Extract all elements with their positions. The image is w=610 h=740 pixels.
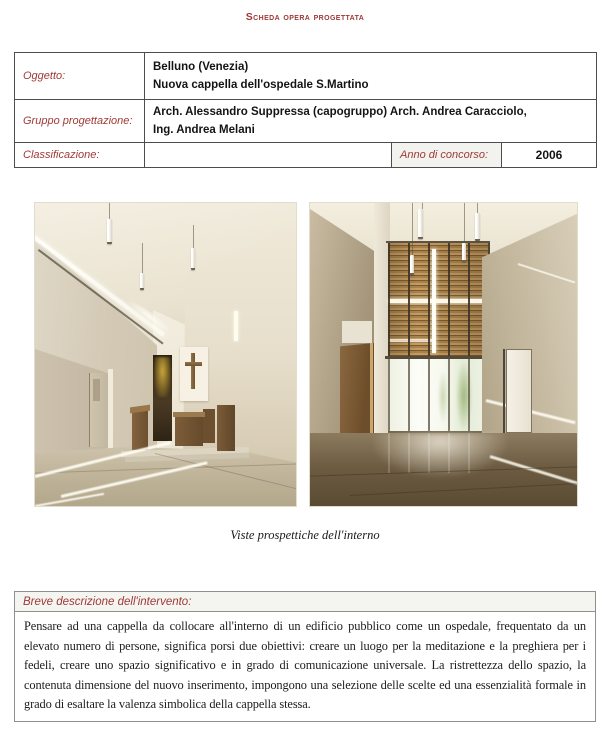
pendant-light	[475, 213, 480, 241]
classificazione-label: Classificazione:	[15, 143, 145, 168]
wooden-lectern	[132, 410, 148, 450]
anno-di-concorso-label: Anno di concorso:	[392, 143, 502, 168]
lamp-cable	[464, 203, 465, 243]
lamp-cable	[109, 203, 110, 219]
gruppo-line2: Ing. Andrea Melani	[153, 124, 255, 136]
description-body: Pensare ad una cappella da collocare all'interno di un edificio pubblico come un ospedale, frequentato da un elevato numero di persone, significa porsi due obiettivi: creare un luogo per la meditazione e la preghiera per i fedeli, creare uno spazio significativo e in grado di comunicazione universale. La ristrettezza dello spazio, la contenuta dimensione del nuovo inserimento, impongono una selezione delle scelte ed una essenzialità formale in grado di esaltare la valenza simbolica della cappella stessa.	[24, 619, 586, 711]
interior-render-window-view	[309, 202, 578, 507]
page-title: Scheda opera progettata	[245, 11, 365, 23]
oggetto-line2: Nuova cappella dell'ospedale S.Martino	[153, 79, 369, 91]
wooden-ambo	[217, 405, 235, 451]
wooden-altar	[175, 416, 203, 446]
description-heading: Breve descrizione dell'intervento:	[15, 592, 595, 612]
lamp-cable	[193, 225, 194, 248]
pendant-light	[191, 248, 195, 270]
gruppo-label: Gruppo progettazione:	[15, 100, 145, 143]
lamp-cable	[412, 203, 413, 255]
wooden-cross-vertical	[191, 353, 195, 389]
pendant-light	[140, 273, 144, 290]
anno-di-concorso-value: 2006	[502, 143, 597, 168]
window-frame	[386, 241, 490, 243]
mullion-reflections	[388, 433, 488, 473]
lamp-cable	[142, 243, 143, 273]
window-transom	[385, 356, 491, 359]
door-window	[93, 379, 100, 401]
wooden-cross-horizontal	[185, 362, 202, 366]
door-jamb	[108, 369, 113, 449]
table-row-classificazione	[15, 143, 597, 168]
oggetto-line1: Belluno (Venezia)	[153, 61, 249, 73]
table-row-oggetto	[15, 53, 597, 100]
pendant-light	[107, 219, 112, 244]
door-transom	[342, 321, 372, 343]
gruppo-line1: Arch. Alessandro Suppressa (capogruppo) Arch. Andrea Caracciolo,	[153, 106, 527, 118]
window-mullions	[388, 243, 490, 357]
white-door	[506, 349, 532, 433]
door-gap	[503, 349, 505, 433]
oggetto-value	[145, 53, 597, 100]
lamp-cable	[477, 203, 478, 213]
pendant-light	[410, 255, 414, 275]
foliage-glimpse	[154, 357, 171, 397]
altar-top	[173, 412, 205, 417]
gruppo-value	[145, 100, 597, 143]
oggetto-label: Oggetto:	[15, 53, 145, 100]
glass-mullions	[388, 359, 490, 433]
table-row-gruppo	[15, 100, 597, 143]
figure-pair	[0, 202, 610, 507]
classificazione-value	[145, 143, 392, 168]
pendant-light	[418, 209, 423, 239]
project-info-table	[14, 52, 597, 168]
interior-render-altar-view	[34, 202, 297, 507]
pendant-light	[462, 243, 466, 262]
figure-caption: Viste prospettiche dell'interno	[230, 528, 380, 542]
window-slit	[234, 311, 238, 342]
description-section	[14, 591, 596, 722]
